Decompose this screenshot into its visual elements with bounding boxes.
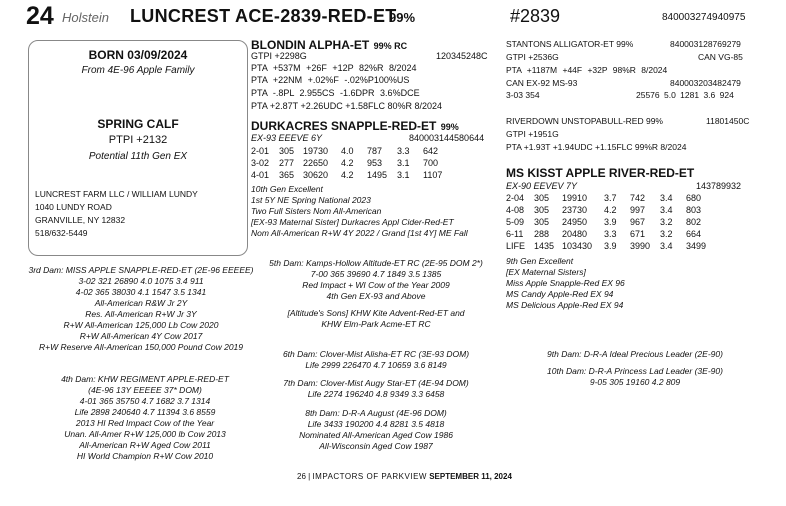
mk-record-cell: 3.9 [604, 217, 617, 227]
mk-record-cell: 664 [686, 229, 702, 239]
third-dam-line: 3rd Dam: MISS APPLE SNAPPLE-RED-ET (2E-96 EEEEE) [28, 265, 254, 275]
dam-reg: 840003144580644 [409, 133, 485, 143]
fifth-dam-line: 7-00 365 39690 4.7 1849 3.5 1385 [310, 269, 442, 279]
mk-record-cell: 305 [534, 217, 550, 227]
ss-can: CAN EX-92 MS-93 [506, 78, 578, 88]
ptpi: PTPI +2132 [108, 134, 168, 146]
ds-name: RIVERDOWN UNSTOPABULL-RED [506, 116, 644, 126]
lot-number: 24 [26, 2, 54, 30]
mk-note-line: 9th Gen Excellent [506, 256, 574, 266]
mk-record-cell: 5-09 [506, 217, 525, 227]
third-dam-line: 4-02 365 38030 4.1 1547 3.5 1341 [75, 287, 207, 297]
dam-record-cell: 277 [279, 158, 295, 168]
mk-record-cell: 6-11 [506, 229, 524, 239]
dam-record-cell: 1107 [423, 170, 443, 180]
dam-record-cell: 4-01 [251, 170, 270, 180]
ss-record-b: 25576 5.0 1281 3.6 924 [636, 90, 734, 100]
mk-record-cell: 3.9 [604, 241, 617, 251]
dam-note-line: Two Full Sisters Nom All-American [251, 206, 382, 216]
ss-reg: 840003128769279 [670, 39, 741, 49]
ds-gtpi: GTPI +1951G [506, 129, 559, 139]
eighth-dam-line: Nominated All-American Aged Cow 1986 [299, 430, 453, 440]
mk-record-cell: 997 [630, 205, 646, 215]
dam-record-cell: 3-02 [251, 158, 270, 168]
dam-record-cell: 787 [367, 146, 383, 156]
mk-record-cell: 23730 [562, 205, 588, 215]
ss-name: STANTONS ALLIGATOR-ET [506, 39, 614, 49]
fifth-dam-line: Red Impact + WI Cow of the Year 2009 [302, 280, 450, 290]
dam-note-line: [EX-93 Maternal Sister] Durkacres Appl Cider-Red-ET [251, 217, 454, 227]
mk-notes [506, 256, 625, 311]
mk-record-cell: 802 [686, 217, 702, 227]
category: SPRING CALF [97, 117, 179, 131]
fifth-dam-line: 4th Gen EX-93 and Above [326, 291, 426, 301]
eighth-dam-line: Life 3433 190200 4.4 8281 3.5 4818 [307, 419, 445, 429]
mk-records-table [506, 193, 716, 252]
mk-record-cell: 305 [534, 193, 550, 203]
mk-note-line: MS Delicious Apple-Red EX 94 [506, 300, 624, 310]
fifth-dam-line: [Altitude's Sons] KHW Kite Advent-Red-ET and [287, 308, 465, 318]
fourth-dam-line: Life 2898 240640 4.7 11394 3.6 8559 [74, 407, 216, 417]
mk-record-cell: 3.4 [660, 241, 673, 251]
third-dam-line: R+W All-American 4Y Cow 2017 [79, 331, 203, 341]
mk-record-cell: 803 [686, 205, 702, 215]
third-dam-line: R+W Reserve All-American 150,000 Pound Cow 2019 [38, 342, 244, 352]
born-date: BORN 03/09/2024 [88, 48, 188, 62]
dam-record-cell: 3.1 [397, 158, 410, 168]
fourth-dam-line: HI World Champion R+W Cow 2010 [76, 451, 214, 461]
dam-note-line: 10th Gen Excellent [251, 184, 323, 194]
mk-record-cell: 4-08 [506, 205, 525, 215]
mk-reg: 143789932 [696, 181, 742, 191]
sire-reg: 120345248C [436, 51, 488, 61]
fourth-dam-line: Unan. All-Amer R+W 125,000 lb Cow 2013 [64, 429, 226, 439]
fourth-dam-block [40, 374, 250, 462]
mk-record-cell: 3.3 [604, 229, 617, 239]
footer-date: SEPTEMBER 11, 2024 [429, 472, 512, 481]
third-dam-line: R+W All-American 125,000 Lb Cow 2020 [63, 320, 219, 330]
fifth-dam-line: 5th Dam: Kamps-Hollow Altitude-ET RC (2E-95 DOM 2*) [269, 258, 483, 268]
mk-record-cell: 671 [630, 229, 646, 239]
tenth-dam-line: 9-05 305 19160 4.2 809 [589, 377, 681, 387]
info-box [28, 40, 248, 256]
third-dam-line: 3-02 321 26890 4.0 1075 3.4 911 [78, 276, 204, 286]
sire-pta-4: PTA +2.87T +2.26UDC +1.58FLC 80%R 8/2024 [251, 101, 443, 111]
sire-pta-3: PTA -.8PL 2.955CS -1.6DPR 3.6%DCE [251, 88, 420, 98]
mk-record-cell: 3.4 [660, 193, 673, 203]
third-dam-block [26, 265, 256, 353]
mk-record-cell: 3.4 [660, 205, 673, 215]
dam-name: DURKACRES SNAPPLE-RED-ET [251, 119, 437, 133]
animal-number: #2839 [510, 6, 561, 26]
dam-pct: 99% [440, 122, 459, 132]
dam-note-line: 1st 5Y NE Spring National 2023 [251, 195, 371, 205]
dam-record-cell: 642 [423, 146, 439, 156]
ss-pct: 99% [616, 39, 634, 49]
sire-pta-2: PTA +22NM +.02%F -.02%P100%US [251, 75, 410, 85]
eighth-dam-block [256, 408, 496, 452]
ds-reg: 11801450C [706, 116, 750, 126]
dam-record-cell: 953 [367, 158, 383, 168]
dam-record-cell: 30620 [303, 170, 329, 180]
mk-name: MS KISST APPLE RIVER-RED-ET [506, 166, 695, 180]
fourth-dam-line: All-American R+W Aged Cow 2011 [79, 440, 211, 450]
dam-notes [251, 184, 468, 239]
fourth-dam-line: (4E-96 13Y EEEEE 37* DOM) [88, 385, 202, 395]
third-dam-line: All-American R&W Jr 2Y [94, 298, 188, 308]
address-line-2: GRANVILLE, NY 12832 [35, 215, 126, 225]
eighth-dam-line: 8th Dam: D-R-A August (4E-96 DOM) [305, 408, 447, 418]
mk-record-cell: 3.2 [660, 217, 673, 227]
phone: 518/632-5449 [35, 228, 88, 238]
family-line: From 4E-96 Apple Family [81, 65, 195, 76]
ninth-dam-line: 9th Dam: D-R-A Ideal Precious Leader (2E-90) [547, 349, 723, 359]
sire-name: BLONDIN ALPHA-ET [251, 38, 370, 52]
mk-record-cell: 3499 [686, 241, 707, 251]
ss-record-a: 3-03 354 [506, 90, 540, 100]
ss-reg2: 840003203482479 [670, 78, 741, 88]
mk-record-cell: 288 [534, 229, 550, 239]
fourth-dam-line: 4th Dam: KHW REGIMENT APPLE-RED-ET [61, 374, 229, 384]
ss-class: CAN VG-85 [698, 52, 743, 62]
sixth-dam-line: Life 2999 226470 4.7 10659 3.6 8149 [305, 360, 447, 370]
ss-gtpi: GTPI +2536G [506, 52, 559, 62]
dam-record-cell: 2-01 [251, 146, 270, 156]
fifth-dam-block [256, 258, 496, 330]
sixth-dam-block [256, 349, 496, 371]
dam-record-cell: 4.0 [341, 146, 354, 156]
dam-record-cell: 22650 [303, 158, 329, 168]
third-dam-line: Res. All-American R+W Jr 3Y [85, 309, 197, 319]
mk-record-cell: LIFE [506, 241, 526, 251]
potential: Potential 11th Gen EX [88, 151, 188, 162]
dam-record-cell: 1495 [367, 170, 388, 180]
mk-record-cell: 3990 [630, 241, 651, 251]
footer [297, 472, 512, 481]
mk-record-cell: 3.7 [604, 193, 617, 203]
mk-record-cell: 103430 [562, 241, 593, 251]
dam-record-cell: 3.3 [397, 146, 410, 156]
seventh-dam-block [256, 378, 496, 400]
dam-record-cell: 4.2 [341, 170, 354, 180]
address-line-1: 1040 LUNDY ROAD [35, 202, 112, 212]
fifth-dam-line: KHW Elm-Park Acme-ET RC [321, 319, 431, 329]
footer-page: 26 | [297, 472, 311, 481]
mk-record-cell: 742 [630, 193, 646, 203]
dam-class: EX-93 EEEVE 6Y [251, 133, 323, 143]
fourth-dam-line: 4-01 365 35750 4.7 1682 3.7 1314 [79, 396, 211, 406]
sire-pta-1: PTA +537M +26F +12P 82%R 8/2024 [251, 63, 417, 73]
tenth-dam-line: 10th Dam: D-R-A Princess Lad Leader (3E-90) [547, 366, 723, 376]
dam-record-cell: 305 [279, 146, 295, 156]
animal-name: LUNCREST ACE-2839-RED-ET [130, 6, 397, 26]
dam-record-cell: 3.1 [397, 170, 410, 180]
mk-record-cell: 24950 [562, 217, 588, 227]
ss-pta: PTA +1187M +44F +32P 98%R 8/2024 [506, 65, 668, 75]
dam-record-cell: 4.2 [341, 158, 354, 168]
dam-records-table [251, 146, 453, 181]
mk-record-cell: 2-04 [506, 193, 525, 203]
mk-class: EX-90 EEVEV 7Y [506, 181, 578, 191]
mk-note-line: Miss Apple Snapple-Red EX 96 [506, 278, 625, 288]
dam-note-line: Nom All-American R+W 4Y 2022 / Grand [1st 4Y] ME Fall [251, 228, 468, 238]
mk-record-cell: 1435 [534, 241, 555, 251]
fourth-dam-line: 2013 HI Red Impact Cow of the Year [75, 418, 215, 428]
tenth-dam-block [520, 366, 750, 388]
mk-record-cell: 20480 [562, 229, 588, 239]
mk-record-cell: 305 [534, 205, 550, 215]
mk-record-cell: 4.2 [604, 205, 617, 215]
seventh-dam-line: 7th Dam: Clover-Mist Augy Star-ET (4E-94 DOM) [283, 378, 469, 388]
dam-record-cell: 19730 [303, 146, 329, 156]
breed-label: Holstein [62, 10, 109, 25]
footer-publication: IMPACTORS OF PARKVIEW [312, 472, 427, 481]
dam-record-cell: 365 [279, 170, 295, 180]
mk-record-cell: 3.2 [660, 229, 673, 239]
owner: LUNCREST FARM LLC / WILLIAM LUNDY [35, 189, 198, 199]
mk-record-cell: 680 [686, 193, 702, 203]
eighth-dam-line: All-Wisconsin Aged Cow 1987 [319, 441, 433, 451]
mk-note-line: MS Candy Apple-Red EX 94 [506, 289, 614, 299]
animal-registration: 840003274940975 [662, 12, 746, 23]
mk-record-cell: 967 [630, 217, 646, 227]
mk-record-cell: 19910 [562, 193, 588, 203]
sixth-dam-line: 6th Dam: Clover-Mist Alisha-ET RC (3E-93 DOM) [282, 349, 470, 359]
sire-gtpi: GTPI +2298G [251, 51, 307, 61]
ds-pta: PTA +1.93T +1.94UDC +1.15FLC 99%R 8/2024 [506, 142, 687, 152]
sire-pct: 99% RC [373, 41, 408, 51]
animal-percent: 99% [389, 10, 416, 25]
dam-record-cell: 700 [423, 158, 439, 168]
ds-pct: 99% [645, 116, 663, 126]
mk-note-line: [EX Maternal Sisters] [506, 267, 586, 277]
ninth-dam-block [520, 349, 750, 360]
seventh-dam-line: Life 2274 196240 4.8 9349 3.3 6458 [307, 389, 445, 399]
